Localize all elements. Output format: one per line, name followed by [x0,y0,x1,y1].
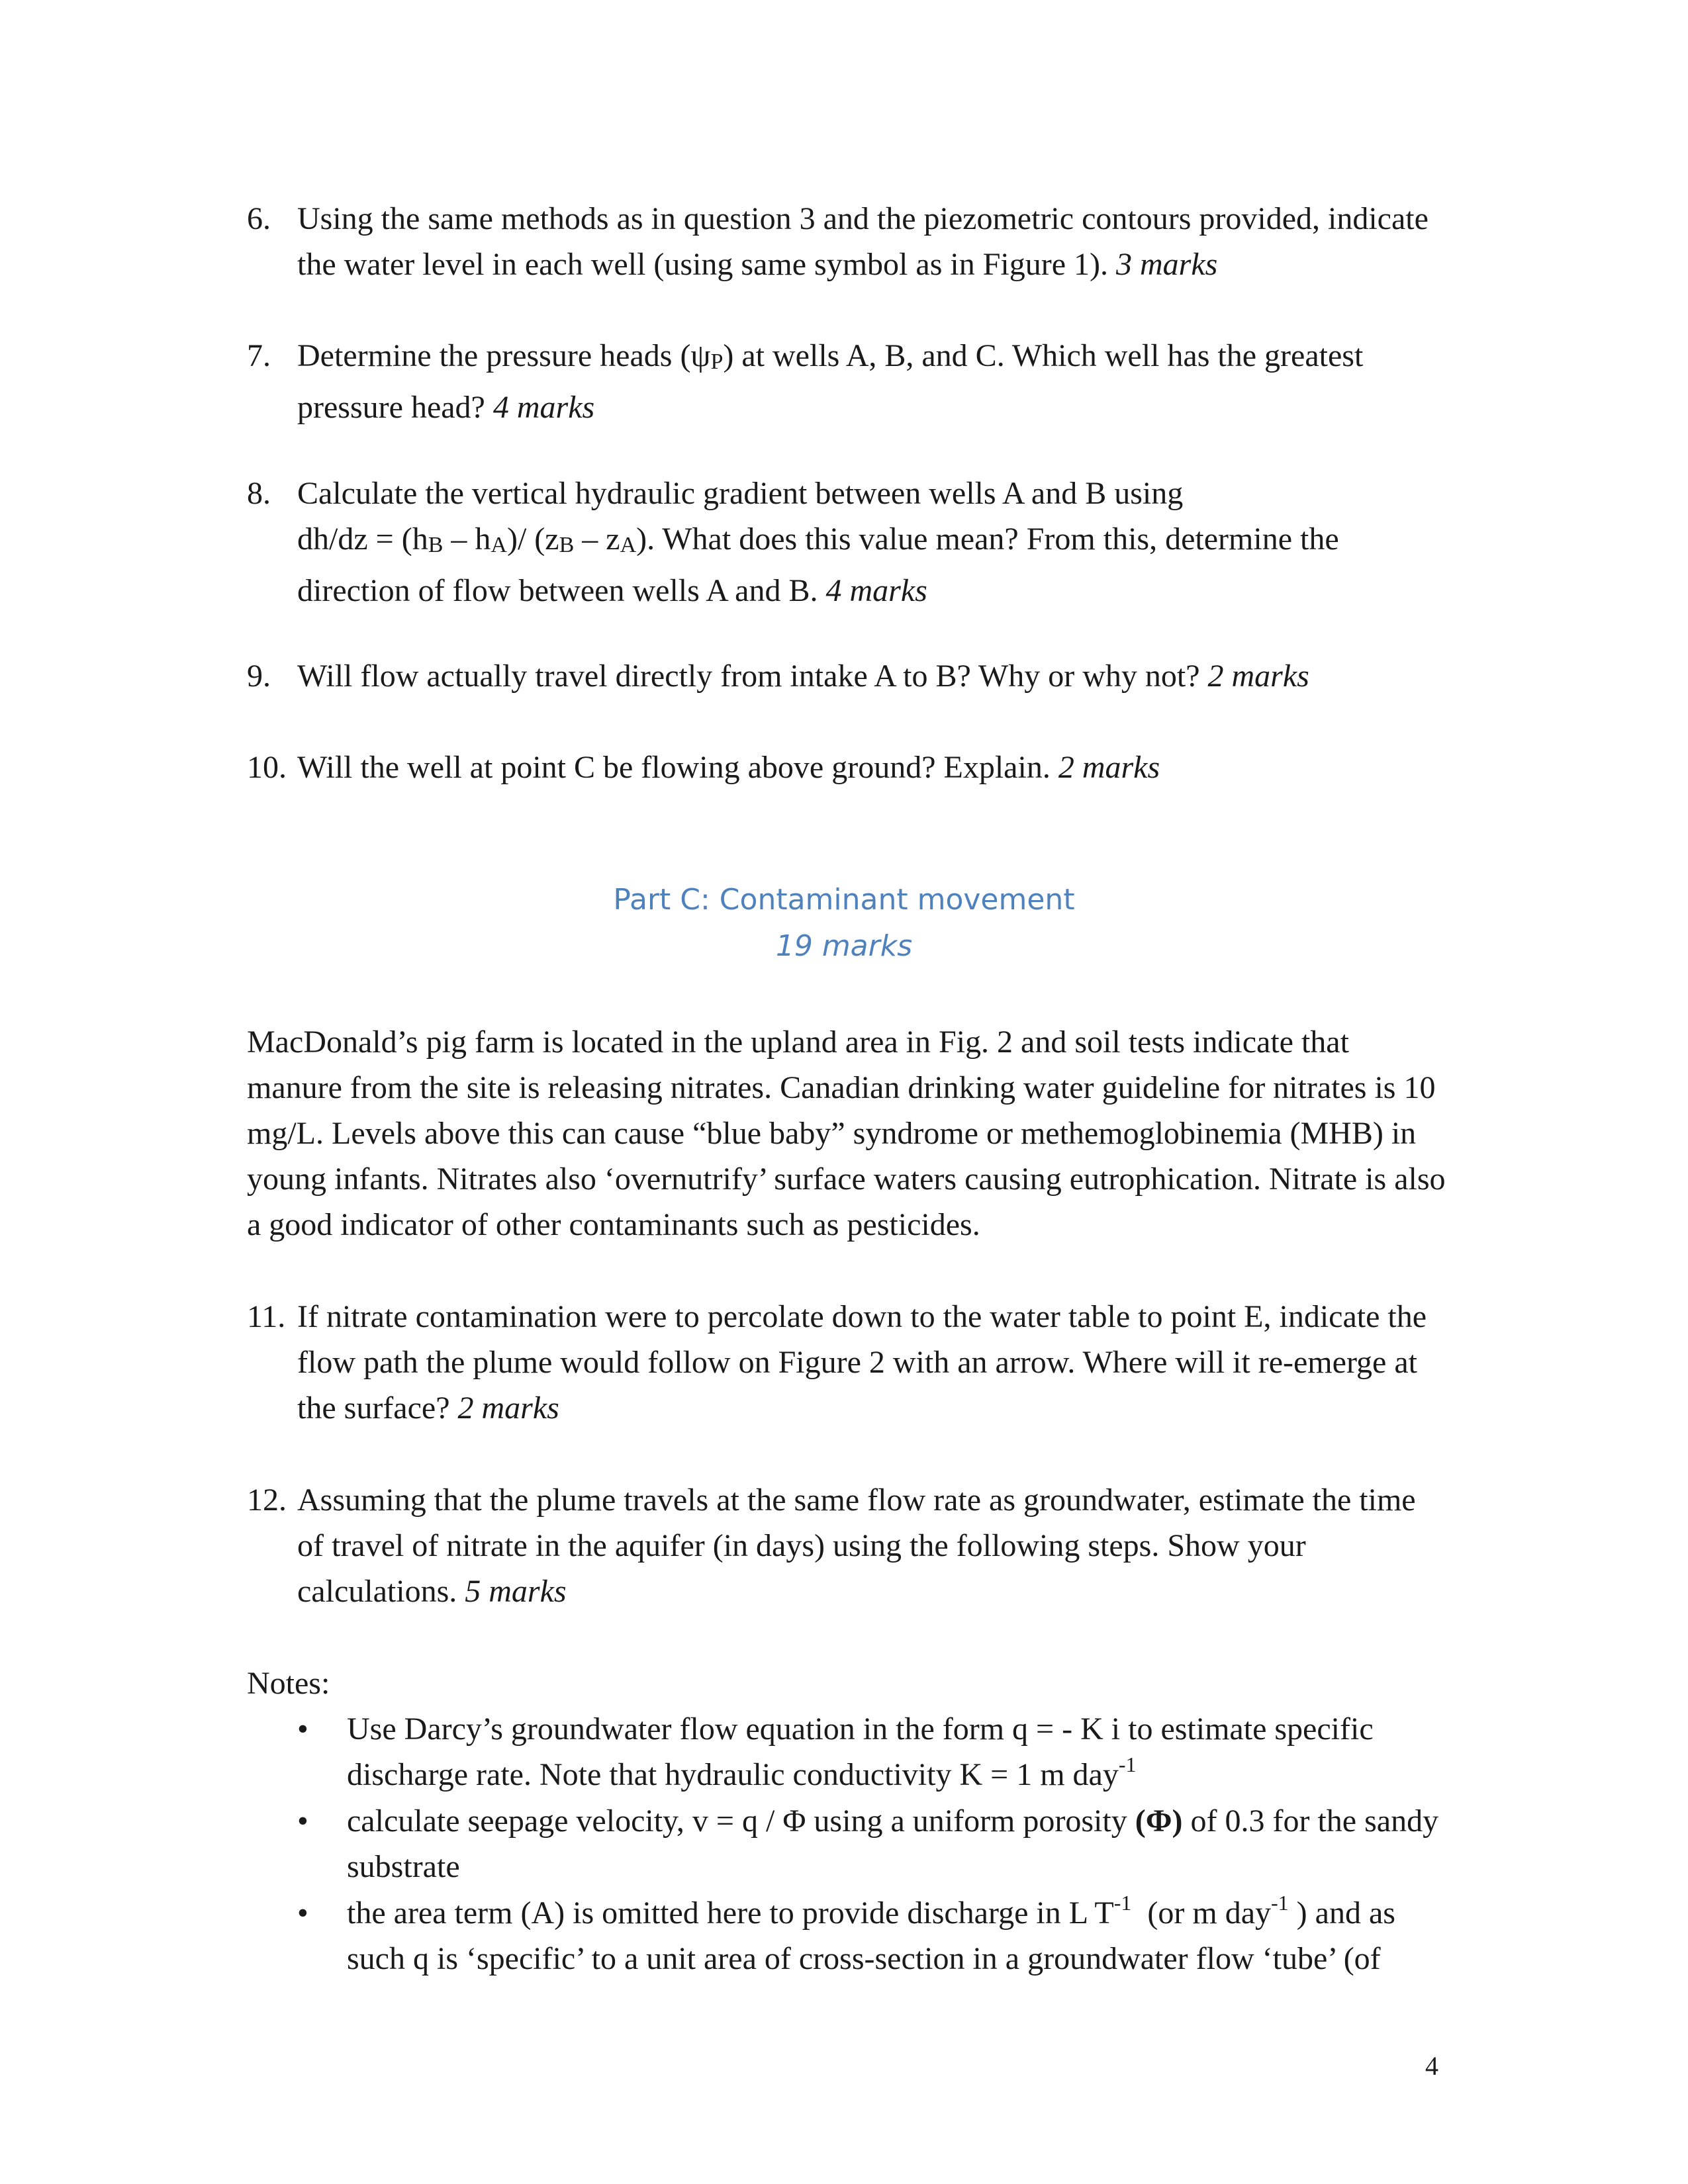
question-number: 12. [247,1482,287,1518]
question-text-block [297,1294,1438,1431]
subscript: A [620,533,637,557]
question-number: 8. [247,476,271,511]
question-text-block [297,745,1438,790]
question-number: 7. [247,338,271,373]
subscript: B [428,533,444,557]
question-marks: 2 marks [1058,750,1160,785]
question-11 [247,1294,1438,1431]
question-text: If nitrate contamination were to percolate down to the water table to point E, indicate the flow path the plume would follow on Figure 2 with an arrow. Where will it re-emerge at the surface? [297,1299,1427,1426]
question-text-block [297,1477,1438,1614]
question-text-part: ) at wells A, B, and C. Which well has the greatest pressure head? [297,338,1364,425]
subscript: B [559,533,575,557]
question-text-part: Determine the pressure heads (ψ [297,338,711,373]
question-marks: 5 marks [465,1574,567,1609]
superscript: -1 [1113,1891,1132,1915]
bullet-text: calculate seepage velocity, v = q / Φ using a uniform porosity [347,1803,1135,1839]
formula-part: dh/dz = (h [297,522,428,557]
question-text-block [297,196,1438,287]
formula-part: – h [443,522,491,557]
question-9 [247,653,1438,699]
question-number: 9. [247,659,271,694]
bullet-text: (or m day [1131,1895,1271,1931]
list-item [247,1798,1452,1889]
bullet-text: Use Darcy’s groundwater flow equation in the form q = - K i to estimate specific discharge rate. Note that hydraulic conductivity K = 1 m day [347,1711,1374,1792]
question-text-block [297,333,1438,430]
question-text: Using the same methods as in question 3 and the piezometric contours provided, indicate the water level in each well (using same symbol as in Figure 1). [297,201,1429,282]
question-text-block [297,471,1438,614]
question-text: Will the well at point C be flowing above ground? Explain. [297,750,1051,785]
question-marks: 2 marks [457,1390,559,1426]
question-text-block [297,653,1438,699]
section-marks: 19 marks [775,929,913,963]
question-7 [247,333,1438,430]
question-number: 11. [247,1299,286,1334]
notes-label: Notes: [247,1666,330,1701]
question-marks: 2 marks [1207,659,1309,694]
superscript: -1 [1271,1891,1289,1915]
notes-list [247,1706,1452,1982]
question-marks: 4 marks [492,390,595,425]
bullet-icon: • [297,1895,308,1931]
bullet-text: the area term (A) is omitted here to provide discharge in L T [347,1895,1114,1931]
question-6 [247,196,1438,287]
formula-text [297,516,1438,614]
subscript: P [710,349,724,374]
bullet-icon: • [297,1711,308,1747]
bullet-icon: • [297,1803,308,1839]
intro-paragraph: MacDonald’s pig farm is located in the upland area in Fig. 2 and soil tests indicate that manure from the site is releasing nitrates. Canadian drinking water guideline for nitrates is 10 mg/L. Levels above this can cause “blue baby” syndrome or methemoglobinemia (MHB) in young infants. Nitrates also ‘overnutrify’ surface waters causing eutrophication. Nitrate is also a good indicator of other contaminants such as pesticides. [247,1024,1446,1242]
question-marks: 3 marks [1116,247,1218,282]
list-item [247,1706,1452,1797]
bullet-text: of 0.3 for the sandy substrate [347,1803,1439,1884]
formula-part: – z [574,522,620,557]
subscript: A [491,533,507,557]
bullet-text: ) and as such q is ‘specific’ to a unit area of cross-section in a groundwater flow ‘tube’ (of [347,1895,1395,1976]
question-line: Calculate the vertical hydraulic gradient between wells A and B using [297,476,1184,511]
question-10 [247,745,1438,790]
list-item [247,1890,1452,1981]
porosity-symbol: (Φ) [1135,1803,1183,1839]
page-number: 4 [1425,2051,1438,2081]
question-marks: 4 marks [825,573,927,608]
formula-part: )/ (z [506,522,559,557]
question-number: 6. [247,201,271,236]
question-number: 10. [247,750,287,785]
formula-part: ). What does this value mean? From this, determine the direction of flow between wells A and B. [297,522,1339,608]
question-12 [247,1477,1438,1614]
question-8 [247,471,1438,614]
question-text: Assuming that the plume travels at the same flow rate as groundwater, estimate the time of travel of nitrate in the aquifer (in days) using the following steps. Show your calculations. [297,1482,1416,1609]
question-text: Will flow actually travel directly from intake A to B? Why or why not? [297,659,1200,694]
superscript: -1 [1118,1752,1137,1776]
section-title: Part C: Contaminant movement [613,883,1075,917]
